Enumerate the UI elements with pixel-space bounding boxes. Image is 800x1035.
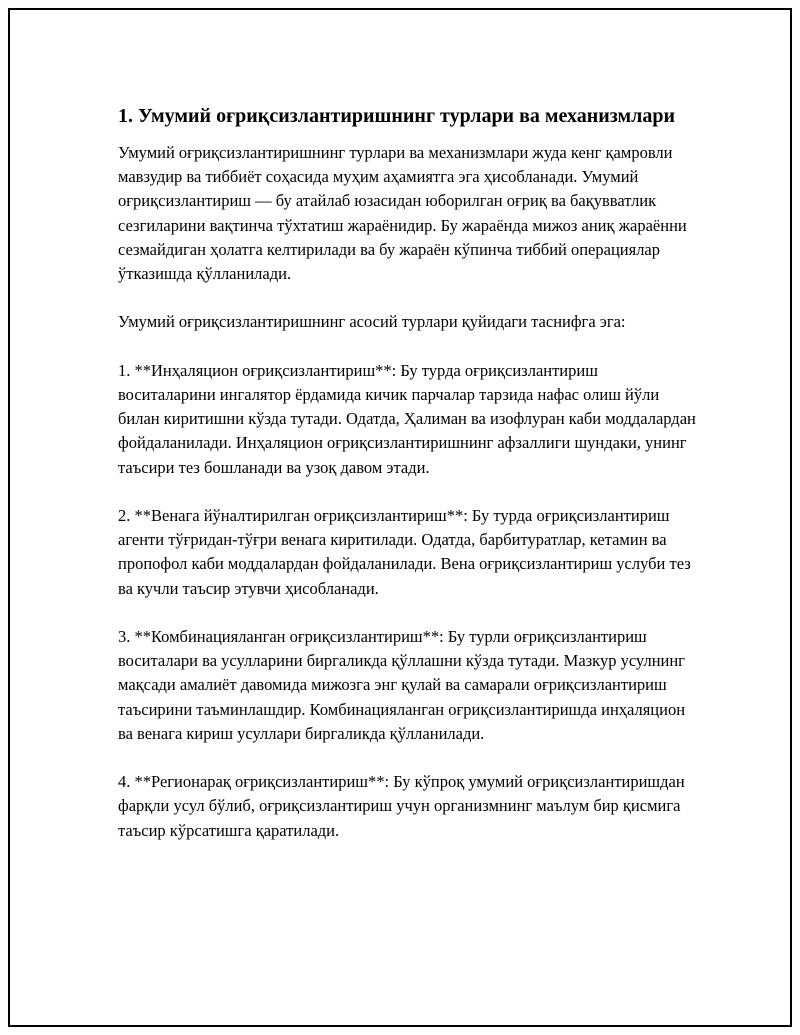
document-body bbox=[118, 102, 698, 867]
list-item-intravenous: 2. **Венага йўналтирилган оғриқсизлантириш**: Бу турда оғриқсизлантириш агенти тўғридан-тўғри венага киритилади. Одатда, барбитуратлар, кетамин ва пропофол каби моддалардан фойдаланилади. Вена оғриқсизлантириш услуби тез ва кучли таъсир этувчи ҳисобланади. bbox=[118, 506, 691, 598]
list-item-inhalation: 1. **Инҳаляцион оғриқсизлантириш**: Бу турда оғриқсизлантириш воситаларини ингалятор ёрдамида кичик парчалар тарзида нафас олиш йўли билан киритишни кўзда тутади. Одатда, Ҳалиман ва изофлуран каби моддалардан фойдаланилади. Инҳаляцион оғриқсизлантиришнинг афзаллиги шундаки, унинг таъсири тез бошланади ва узоқ давом этади. bbox=[118, 360, 696, 477]
list-item-combined: 3. **Комбинацияланган оғриқсизлантириш**: Бу турли оғриқсизлантириш воситалари ва усулларини биргаликда қўллашни кўзда тутади. Мазкур усулнинг мақсади амалиёт давомида мижозга энг қулай ва самарали оғриқсизлантириш таъсирини таъминлашдир. Комбинацияланган оғриқсизлантиришда инҳаляцион ва венага кириш усуллари биргаликда қўлланилади. bbox=[118, 627, 686, 743]
intro-paragraph: Умумий оғриқсизлантиришнинг турлари ва механизмлари жуда кенг қамровли мавзудир ва тиббиёт соҳасида муҳим аҳамиятга эга ҳисобланади. Умумий оғриқсизлантириш — бу атайлаб юзасидан юборилган оғриқ ва бақувватлик сезгиларини вақтинча тўхтатиш жараёнидир. Бу жараёнда мижоз аниқ жараённи сезмайдиган ҳолатга келтирилади ва бу жараён кўпинча тиббий операциялар ўтказишда қўлланилади. bbox=[118, 143, 687, 284]
list-item-regional: 4. **Регионарақ оғриқсизлантириш**: Бу кўпроқ умумий оғриқсизлантиришдан фарқли усул бўлиб, оғриқсизлантириш учун организмнинг маълум бир қисмига таъсир кўрсатишга қаратилади. bbox=[118, 772, 685, 840]
page-frame bbox=[8, 8, 792, 1027]
types-intro-paragraph: Умумий оғриқсизлантиришнинг асосий турлари қуйидаги таснифга эга: bbox=[118, 312, 626, 332]
section-heading: 1. Умумий оғриқсизлантиришнинг турлари ва механизмлари bbox=[118, 105, 676, 127]
